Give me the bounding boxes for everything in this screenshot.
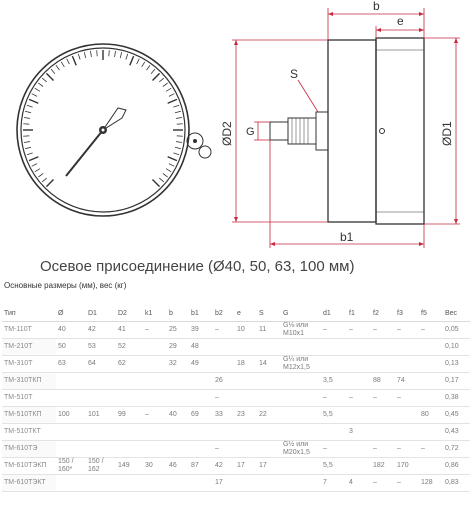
table-cell: – (213, 322, 235, 339)
table-cell: 32 (167, 356, 189, 373)
table-cell (419, 356, 443, 373)
table-cell: 22 (257, 407, 281, 424)
table-cell (56, 373, 86, 390)
table-cell (86, 390, 116, 407)
table-cell (347, 441, 371, 458)
table-cell (86, 373, 116, 390)
table-cell: 0,72 (443, 441, 470, 458)
table-cell (419, 373, 443, 390)
table-cell (167, 390, 189, 407)
table-cell: 18 (235, 356, 257, 373)
table-cell (347, 373, 371, 390)
table-cell: – (371, 441, 395, 458)
table-cell: – (395, 475, 419, 492)
dim-label-g: G (246, 126, 255, 138)
table-cell: 0,43 (443, 424, 470, 441)
table-cell: 40 (167, 407, 189, 424)
dim-label-d1: ØD1 (440, 121, 454, 146)
table-cell: 0,38 (443, 390, 470, 407)
table-cell (281, 458, 321, 475)
table-cell (116, 441, 143, 458)
table-cell: 42 (86, 322, 116, 339)
table-cell (116, 390, 143, 407)
table-cell: 0,83 (443, 475, 470, 492)
table-cell: – (371, 475, 395, 492)
table-cell: 4 (347, 475, 371, 492)
gauge-drawing (0, 0, 474, 250)
table-cell (419, 390, 443, 407)
table-cell: 3,5 (321, 373, 347, 390)
table-cell: – (321, 322, 347, 339)
model-name-cell: ТМ-210Т (2, 339, 56, 356)
table-cell: 11 (257, 322, 281, 339)
table-cell (167, 373, 189, 390)
dim-label-e: e (397, 14, 404, 28)
table-cell: 87 (189, 458, 213, 475)
table-cell: – (321, 390, 347, 407)
table-cell (257, 475, 281, 492)
table-cell (257, 441, 281, 458)
table-cell (347, 356, 371, 373)
table-cell (213, 339, 235, 356)
table-cell: 170 (395, 458, 419, 475)
model-name-cell: ТМ-610ТЭ (2, 441, 56, 458)
model-name-cell: ТМ-610ТЭКТ (2, 475, 56, 492)
column-header: b (167, 306, 189, 322)
model-name-cell: ТМ-510Т (2, 390, 56, 407)
table-cell: 64 (86, 356, 116, 373)
table-cell: 0,45 (443, 407, 470, 424)
table-cell: 46 (167, 458, 189, 475)
table-cell (143, 424, 167, 441)
table-cell (347, 458, 371, 475)
table-cell (235, 441, 257, 458)
table-cell (235, 475, 257, 492)
column-header: d1 (321, 306, 347, 322)
table-cell (321, 356, 347, 373)
table-cell: 182 (371, 458, 395, 475)
table-cell (257, 424, 281, 441)
table-cell: 62 (116, 356, 143, 373)
model-name-cell: ТМ-310ТКП (2, 373, 56, 390)
table-cell (281, 475, 321, 492)
table-cell (321, 424, 347, 441)
table-cell (86, 424, 116, 441)
table-cell (281, 407, 321, 424)
column-header: f3 (395, 306, 419, 322)
table-cell (395, 424, 419, 441)
model-name-cell: ТМ-610ТЭКП (2, 458, 56, 475)
table-cell: 0,17 (443, 373, 470, 390)
table-cell (143, 441, 167, 458)
table-cell (189, 424, 213, 441)
table-cell: 150 / 160* (56, 458, 86, 475)
table-cell: 42 (213, 458, 235, 475)
table-row (2, 407, 470, 424)
table-cell: 0,10 (443, 339, 470, 356)
dim-label-b: b (373, 0, 380, 13)
table-row (2, 390, 470, 407)
table-cell: – (143, 407, 167, 424)
table-cell: 100 (56, 407, 86, 424)
model-name-cell: ТМ-510ТКП (2, 407, 56, 424)
table-cell: 69 (189, 407, 213, 424)
table-cell (86, 475, 116, 492)
table-cell (235, 373, 257, 390)
table-cell (143, 475, 167, 492)
table-cell (56, 475, 86, 492)
table-cell (281, 339, 321, 356)
table-row (2, 424, 470, 441)
table-cell: 39 (189, 322, 213, 339)
table-cell (371, 424, 395, 441)
table-cell (395, 356, 419, 373)
table-row (2, 458, 470, 475)
section-heading: Осевое присоединение (Ø40, 50, 63, 100 мм) (40, 258, 355, 275)
table-cell: 30 (143, 458, 167, 475)
column-header: e (235, 306, 257, 322)
gauge-needle (66, 130, 103, 176)
table-cell: 128 (419, 475, 443, 492)
table-cell (419, 424, 443, 441)
table-cell: – (371, 322, 395, 339)
table-cell: 63 (56, 356, 86, 373)
table-cell (347, 407, 371, 424)
table-cell (56, 441, 86, 458)
table-cell (371, 339, 395, 356)
table-cell: 17 (235, 458, 257, 475)
table-cell: 25 (167, 322, 189, 339)
table-cell: 33 (213, 407, 235, 424)
table-cell: 101 (86, 407, 116, 424)
table-cell (371, 407, 395, 424)
table-cell (257, 373, 281, 390)
dim-label-s: S (290, 67, 299, 81)
table-header-row (2, 306, 470, 322)
table-cell: 14 (257, 356, 281, 373)
table-row (2, 475, 470, 492)
table-cell (143, 339, 167, 356)
section-subheading: Основные размеры (мм), вес (кг) (4, 281, 127, 290)
table-cell: – (395, 441, 419, 458)
model-name-cell: ТМ-310Т (2, 356, 56, 373)
table-cell (116, 424, 143, 441)
table-cell: 7 (321, 475, 347, 492)
table-cell: 29 (167, 339, 189, 356)
column-header: f1 (347, 306, 371, 322)
table-cell: 26 (213, 373, 235, 390)
table-cell: – (321, 441, 347, 458)
table-row (2, 441, 470, 458)
column-header: f2 (371, 306, 395, 322)
table-cell: – (143, 322, 167, 339)
column-header: S (257, 306, 281, 322)
table-cell (395, 339, 419, 356)
table-cell: – (419, 441, 443, 458)
column-header: G (281, 306, 321, 322)
table-cell: 49 (189, 356, 213, 373)
table-cell: 41 (116, 322, 143, 339)
table-cell: 23 (235, 407, 257, 424)
column-header: Тип (2, 306, 56, 322)
table-cell (419, 458, 443, 475)
table-cell: 17 (257, 458, 281, 475)
table-cell: 5,5 (321, 407, 347, 424)
table-row (2, 322, 470, 339)
table-cell (143, 356, 167, 373)
table-cell (189, 373, 213, 390)
table-cell: 48 (189, 339, 213, 356)
table-cell: 17 (213, 475, 235, 492)
dimension-lines (232, 8, 460, 248)
table-cell (235, 424, 257, 441)
table-cell: 150 / 162 (86, 458, 116, 475)
table-cell: G¼ или М12х1,5 (281, 356, 321, 373)
table-cell: – (419, 322, 443, 339)
table-cell: – (395, 322, 419, 339)
table-cell (235, 390, 257, 407)
column-header: b2 (213, 306, 235, 322)
table-cell (143, 390, 167, 407)
table-cell (213, 356, 235, 373)
table-cell (419, 339, 443, 356)
table-cell (116, 475, 143, 492)
table-cell (347, 339, 371, 356)
table-cell: – (371, 390, 395, 407)
table-cell (189, 390, 213, 407)
table-cell (257, 390, 281, 407)
table-cell (86, 441, 116, 458)
table-cell: 10 (235, 322, 257, 339)
table-cell: G⅛ или М10х1 (281, 322, 321, 339)
table-cell: 52 (116, 339, 143, 356)
table-cell: 149 (116, 458, 143, 475)
gauge-front-view (17, 44, 211, 216)
table-cell (321, 339, 347, 356)
table-cell (116, 373, 143, 390)
column-header: D1 (86, 306, 116, 322)
table-cell (56, 424, 86, 441)
table-cell: 80 (419, 407, 443, 424)
model-name-cell: ТМ-110Т (2, 322, 56, 339)
table-cell: – (395, 390, 419, 407)
gauge-side-view (270, 38, 424, 224)
table-cell: 53 (86, 339, 116, 356)
table-cell: 5,5 (321, 458, 347, 475)
table-cell (235, 339, 257, 356)
table-cell: 3 (347, 424, 371, 441)
table-row (2, 356, 470, 373)
table-cell (371, 356, 395, 373)
column-header: f5 (419, 306, 443, 322)
specs-table (2, 306, 470, 492)
table-cell (143, 373, 167, 390)
table-cell: 0,86 (443, 458, 470, 475)
column-header: D2 (116, 306, 143, 322)
dim-label-b1: b1 (340, 230, 354, 244)
dim-label-d2: ØD2 (220, 121, 234, 146)
table-cell: G½ или М20х1,5 (281, 441, 321, 458)
column-header: Вес (443, 306, 470, 322)
table-cell: 0,13 (443, 356, 470, 373)
table-cell (281, 424, 321, 441)
table-cell (189, 441, 213, 458)
table-cell: 40 (56, 322, 86, 339)
table-cell: – (213, 441, 235, 458)
table-cell (167, 424, 189, 441)
table-cell: – (347, 322, 371, 339)
table-cell: 0,05 (443, 322, 470, 339)
table-cell (281, 373, 321, 390)
column-header: k1 (143, 306, 167, 322)
table-cell (213, 424, 235, 441)
table-cell (56, 390, 86, 407)
table-row (2, 373, 470, 390)
column-header: Ø (56, 306, 86, 322)
table-cell: – (347, 390, 371, 407)
table-cell (395, 407, 419, 424)
table-cell (281, 390, 321, 407)
table-cell: 50 (56, 339, 86, 356)
table-row (2, 339, 470, 356)
table-cell: 88 (371, 373, 395, 390)
table-cell (167, 475, 189, 492)
table-cell: – (213, 390, 235, 407)
table-cell: 99 (116, 407, 143, 424)
table-cell: 74 (395, 373, 419, 390)
column-header: b1 (189, 306, 213, 322)
table-cell (257, 339, 281, 356)
table-cell (167, 441, 189, 458)
model-name-cell: ТМ-510ТКТ (2, 424, 56, 441)
table-cell (189, 475, 213, 492)
